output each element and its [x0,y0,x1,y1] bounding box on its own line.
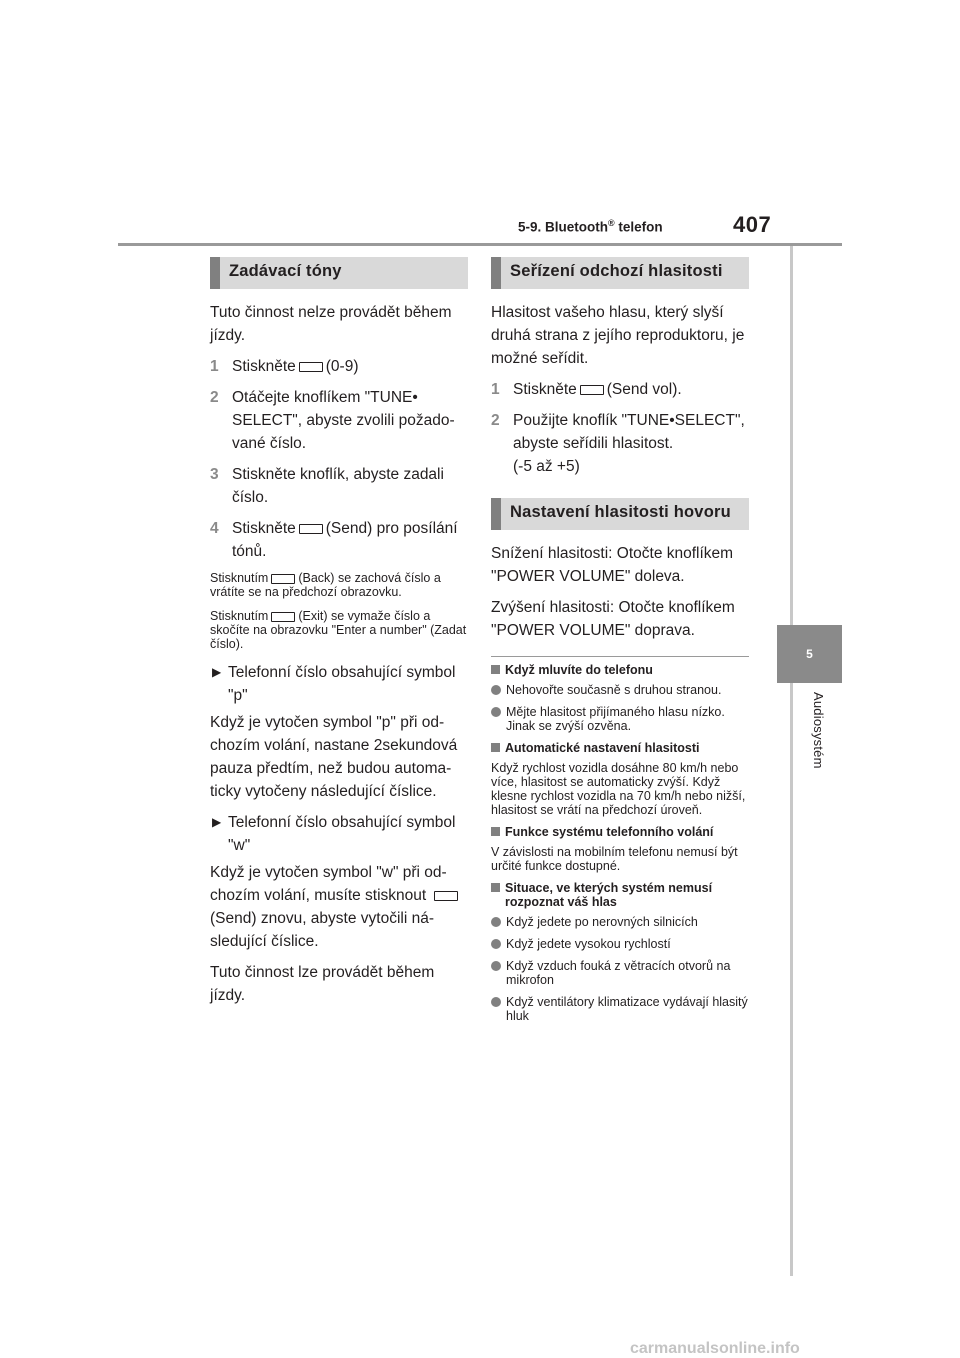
section-heading-dtmf: Zadávací tóny [210,257,468,289]
right-column [491,257,749,1031]
side-divider [790,246,793,1276]
left-column [210,257,468,1015]
info-heading-functions: Funkce systému telefonního volání [491,825,749,839]
step-number: 1 [491,381,500,398]
button-icon [299,524,323,534]
w-symbol-text: Když je vytočen symbol "w" při odchozím volání, musíte stisknout (Send) znovu, abyste vytočili následující číslice. [210,861,468,953]
step-3: 3 Stiskněte knoflík, abyste zadali číslo. [210,463,468,509]
step-1: 1 Stiskněte (0-9) [210,355,468,378]
button-icon [271,574,295,584]
step-2: 2 Použijte knoflík "TUNE•SELECT", abyste seřídili hlasitost. (-5 až +5) [491,409,749,478]
bullet-icon [491,917,501,927]
step-4: 4 Stiskněte (Send) pro posílání tónů. [210,517,468,563]
button-icon [434,891,458,901]
list-item: Když ventilátory klimatizace vydávají hlasitý hluk [491,995,749,1023]
note-back: Stisknutím (Back) se zachová číslo a vrátíte se na předchozí obrazovku. [210,571,441,599]
info-divider [491,656,749,657]
triangle-icon: ▶ [212,815,222,829]
triangle-icon: ▶ [212,665,222,679]
step-2: 2 Otáčejte knoflíkem "TUNE• SELECT", abyste zvolili požadované číslo. [210,386,468,455]
button-icon [271,612,295,622]
p-symbol-text: Když je vytočen symbol "p" při odchozím volání, nastane 2sekundová pauza předtím, než budou automaticky vytočeny následující číslice. [210,714,458,800]
info-heading-speaking: Když mluvíte do telefonu [491,663,749,677]
square-icon [491,665,500,674]
section-heading-call-volume: Nastavení hlasitosti hovoru [491,498,749,530]
bullet-icon [491,939,501,949]
step-number: 4 [210,520,219,537]
button-icon [580,385,604,395]
chapter-tab[interactable]: 5 [777,625,842,683]
w-symbol-text-2: Tuto činnost lze provádět během jízdy. [210,964,435,1004]
step-number: 1 [210,358,219,375]
bullet-icon [491,707,501,717]
bullet-icon [491,997,501,1007]
square-icon [491,883,500,892]
volume-down-text: Snížení hlasitosti: Otočte knoflíkem "POWER VOLUME" doleva. [491,545,734,585]
page-number: 407 [733,212,772,237]
subheading-p-symbol: ▶ Telefonní číslo obsahující symbol "p" [210,661,468,707]
button-icon [299,362,323,372]
square-icon [491,743,500,752]
volume-up-text: Zvýšení hlasitosti: Otočte knoflíkem "POWER VOLUME" doprava. [491,599,735,639]
bullet-icon [491,961,501,971]
bullet-icon [491,685,501,695]
functions-text: V závislosti na mobilním telefonu nemusí být určité funkce dostupné. [491,845,738,873]
list-item: Nehovořte současně s druhou stranou. [491,683,749,697]
header-divider [118,243,842,246]
chapter-label: Audiosystém [811,692,826,769]
info-heading-recognition: Situace, ve kterých systém nemusí rozpoznat váš hlas [491,881,749,909]
intro-text: Tuto činnost nelze provádět během jízdy. [210,304,452,344]
step-1: 1 Stiskněte (Send vol). [491,378,749,401]
step-number: 2 [491,412,500,429]
step-number: 2 [210,389,219,406]
watermark: carmanualsonline.info [630,1340,800,1357]
auto-volume-text: Když rychlost vozidla dosáhne 80 km/h nebo více, hlasitost se automaticky zvýší. Když klesne rychlost vozidla na 70 km/h nebo nižší, hlasitost se vrátí na předchozí úroveň. [491,761,746,817]
section-title: 5-9. Bluetooth® telefon [518,218,663,235]
square-icon [491,827,500,836]
info-heading-auto-volume: Automatické nastavení hlasitosti [491,741,749,755]
list-item: Když jedete vysokou rychlostí [491,937,749,951]
list-item: Když vzduch fouká z větracích otvorů na mikrofon [491,959,749,987]
step-number: 3 [210,466,219,483]
list-item: Mějte hlasitost přijímaného hlasu nízko. Jinak se zvýší ozvěna. [491,705,749,733]
subheading-w-symbol: ▶ Telefonní číslo obsahující symbol "w" [210,811,468,857]
list-item: Když jedete po nerovných silnicích [491,915,749,929]
section-heading-outgoing-volume: Seřízení odchozí hlasitosti [491,257,749,289]
note-exit: Stisknutím (Exit) se vymaže číslo a skočíte na obrazovku "Enter a number" (Zadat číslo). [210,609,467,651]
outgoing-volume-text: Hlasitost vašeho hlasu, který slyší druhá strana z jejího reproduktoru, je možné seřídit. [491,304,745,367]
